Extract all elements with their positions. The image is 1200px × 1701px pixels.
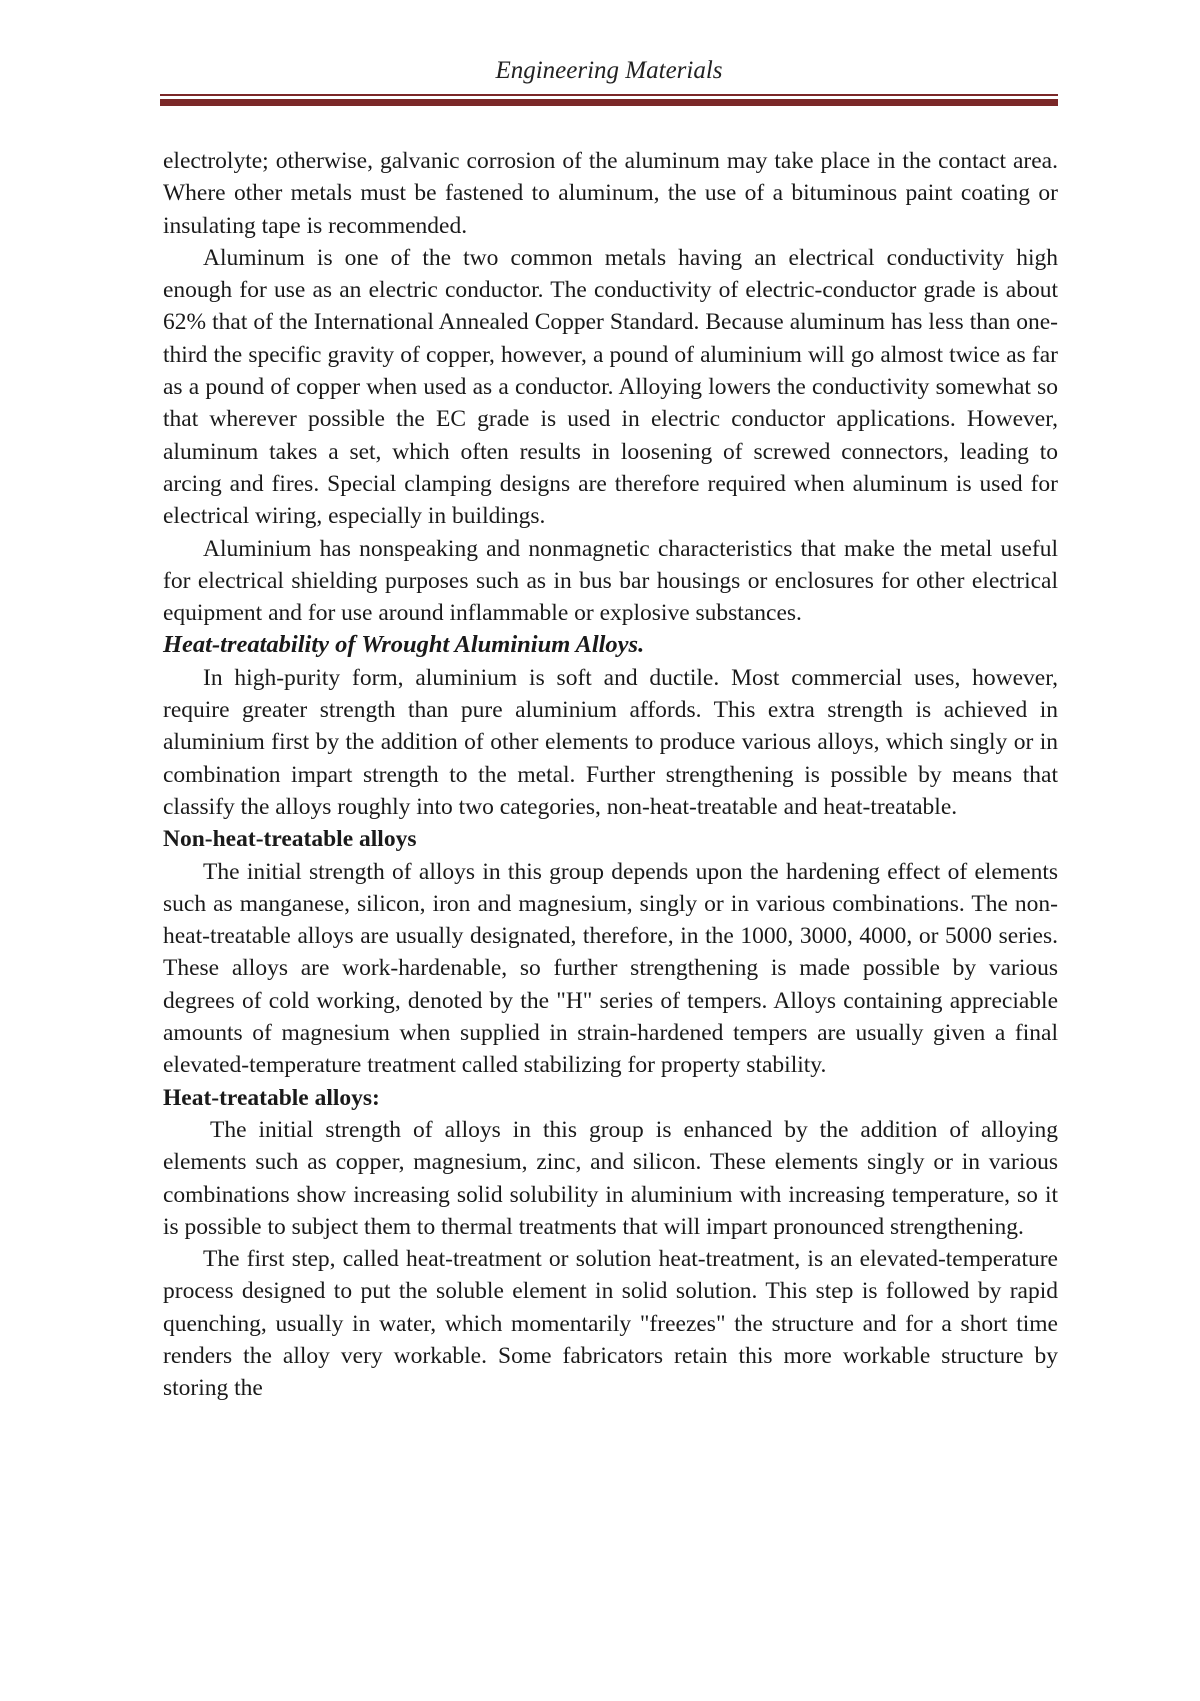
body-text	[163, 145, 1058, 1405]
paragraph-conductivity: Aluminum is one of the two common metals having an electrical conductivity high enough for use as an electric conductor. The conductivity of electric-conductor grade is about 62% that of the International Annealed Copper Standard. Because aluminum has less than one-third the specific gravity of copper, however, a pound of aluminium will go almost twice as far as a pound of copper when used as a conductor. Alloying lowers the conductivity somewhat so that wherever possible the EC grade is used in electric conductor applications. However, aluminum takes a set, which often results in loosening of screwed connectors, leading to arcing and fires. Special clamping designs are therefore required when aluminum is used for electrical wiring, especially in buildings.	[163, 244, 1058, 530]
paragraph-high-purity: In high-purity form, aluminium is soft and ductile. Most commercial uses, however, require greater strength than pure aluminium affords. This extra strength is achieved in aluminium first by the addition of other elements to produce various alloys, which singly or in combination impart strength to the metal. Further strengthening is possible by means that classify the alloys roughly into two categories, non-heat-treatable and heat-treatable.	[163, 664, 1058, 820]
paragraph-shielding: Aluminium has nonspeaking and nonmagnetic characteristics that make the metal useful for electrical shielding purposes such as in bus bar housings or enclosures for other electrical equipment and for use around inflammable or explosive substances.	[163, 535, 1058, 627]
running-header-title: Engineering Materials	[495, 57, 723, 84]
paragraph-continuation: electrolyte; otherwise, galvanic corrosion of the aluminum may take place in the contact area. Where other metals must be fastened to aluminum, the use of a bituminous paint coating or insulating tape is recommended.	[163, 148, 1058, 239]
section-heading-heat-treatability: Heat-treatability of Wrought Aluminium Alloys.	[163, 631, 645, 659]
section-heading-heat-treatable: Heat-treatable alloys:	[163, 1084, 380, 1111]
paragraph-non-heat-treatable: The initial strength of alloys in this group depends upon the hardening effect of elements such as manganese, silicon, iron and magnesium, singly or in various combinations. The non-heat-treatable alloys are usually designated, therefore, in the 1000, 3000, 4000, or 5000 series. These alloys are work-hardenable, so further strengthening is made possible by various degrees of cold working, denoted by the "H" series of tempers. Alloys containing appreciable amounts of magnesium when supplied in strain-hardened tempers are usually given a final elevated-temperature treatment called stabilizing for property stability.	[163, 858, 1058, 1079]
running-header	[160, 56, 1058, 86]
paragraph-solution-treatment: The first step, called heat-treatment or solution heat-treatment, is an elevated-temperature process designed to put the soluble element in solid solution. This step is followed by rapid quenching, usually in water, which momentarily "freezes" the structure and for a short time renders the alloy very workable. Some fabricators retain this more workable structure by storing the	[163, 1246, 1058, 1402]
section-heading-non-heat-treatable: Non-heat-treatable alloys	[163, 826, 417, 853]
paragraph-heat-treatable: The initial strength of alloys in this group is enhanced by the addition of alloying elements such as copper, magnesium, zinc, and silicon. These elements singly or in various combinations show increasing solid solubility in aluminium with increasing temperature, so it is possible to subject them to thermal treatments that will impart pronounced strengthening.	[163, 1116, 1058, 1240]
header-rule-thick	[160, 99, 1058, 106]
header-rule-thin	[160, 94, 1058, 96]
